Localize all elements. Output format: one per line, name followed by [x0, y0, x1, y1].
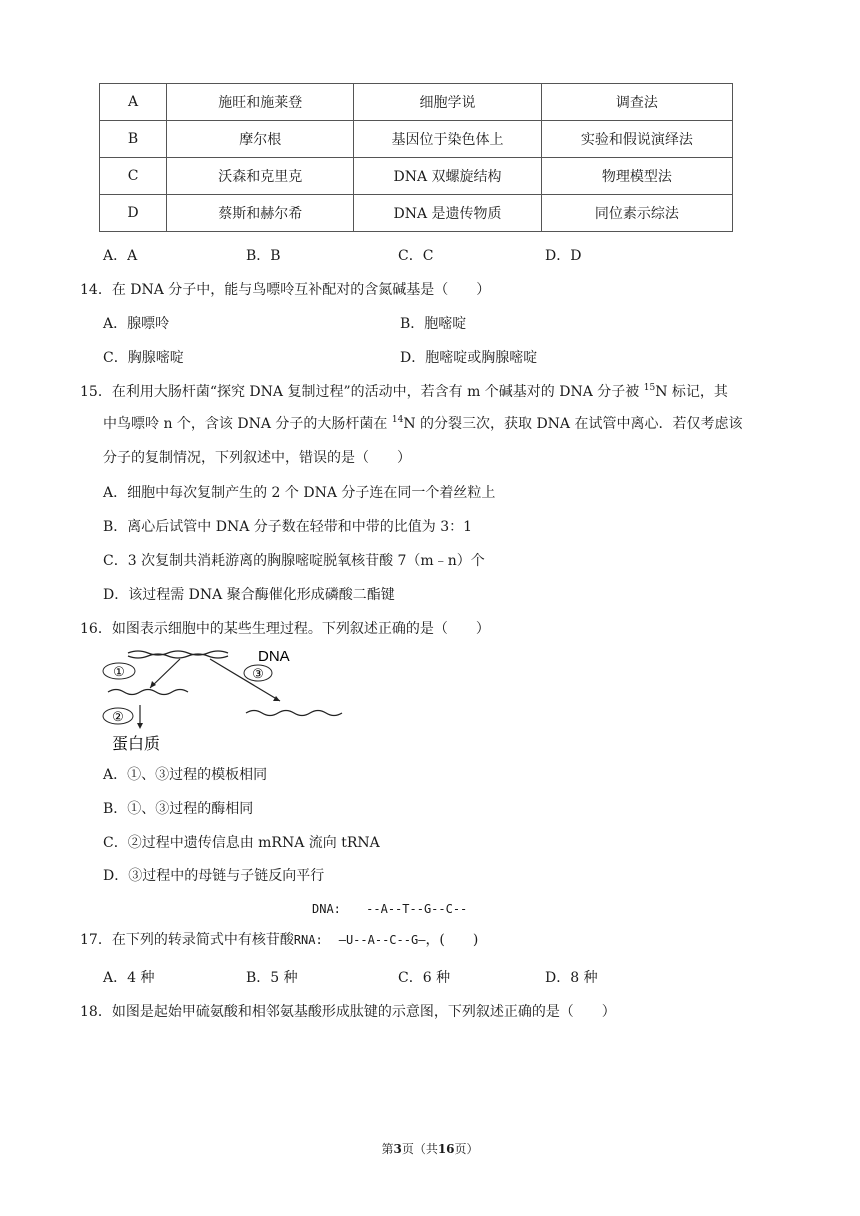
- step-3-label: ③: [252, 667, 264, 682]
- question-18-stem: 18．如图是起始甲硫氨酸和相邻氨基酸形成肽键的示意图，下列叙述正确的是（ ）: [80, 1004, 616, 1020]
- table-cell: 蔡斯和赫尔希: [167, 195, 354, 232]
- option-a: A．A: [103, 248, 138, 264]
- table-cell: B: [100, 121, 167, 158]
- figure-svg: [100, 645, 360, 755]
- superscript: 14: [391, 415, 404, 425]
- table-cell: 实验和假说演绎法: [541, 121, 732, 158]
- option-c: C．3 次复制共消耗游离的胸腺嘧啶脱氧核苷酸 7（m﹣n）个: [103, 553, 485, 569]
- footer-text: 页）: [454, 1142, 479, 1156]
- table-cell: 基因位于染色体上: [354, 121, 541, 158]
- page-footer: [0, 1140, 860, 1157]
- option-a: A．腺嘌呤: [103, 316, 170, 332]
- table-cell: 细胞学说: [354, 84, 541, 121]
- table-cell: DNA 双螺旋结构: [354, 158, 541, 195]
- total-pages: 16: [437, 1142, 455, 1156]
- stem-text: 17．在下列的转录简式中有核苷酸: [80, 932, 294, 948]
- question-15-line-3: 分子的复制情况，下列叙述中，错误的是（ ）: [103, 450, 411, 466]
- text: N 的分裂三次，获取 DNA 在试管中离心．若仅考虑该: [403, 416, 743, 432]
- text: 中鸟嘌呤 n 个，含该 DNA 分子的大肠杆菌在: [103, 416, 392, 432]
- table-cell: D: [100, 195, 167, 232]
- rna-strand: [108, 690, 188, 695]
- stem-end: ，( ): [425, 932, 479, 948]
- table-cell: A: [100, 84, 167, 121]
- rna-sequence: —U--A--C--G—: [338, 933, 426, 947]
- question-15-line-1: [80, 381, 728, 401]
- option-c: C．②过程中遗传信息由 mRNA 流向 tRNA: [103, 835, 380, 851]
- option-b: B．①、③过程的酶相同: [103, 801, 254, 817]
- dna-label: DNA:: [312, 902, 341, 916]
- table-cell: C: [100, 158, 167, 195]
- central-dogma-figure: [100, 645, 360, 755]
- table-cell: 物理模型法: [541, 158, 732, 195]
- option-a: A．①、③过程的模板相同: [103, 767, 268, 783]
- option-d: D．8 种: [545, 970, 598, 986]
- question-17-stem: [80, 929, 478, 949]
- answer-table: [99, 83, 733, 232]
- table-cell: 调查法: [541, 84, 732, 121]
- option-d: D．胞嘧啶或胸腺嘧啶: [400, 350, 538, 366]
- option-a: A．细胞中每次复制产生的 2 个 DNA 分子连在同一个着丝粒上: [103, 485, 496, 501]
- table-cell: 施旺和施莱登: [167, 84, 354, 121]
- protein-label: 蛋白质: [112, 734, 161, 753]
- table-cell: DNA 是遗传物质: [354, 195, 541, 232]
- rna-label: RNA:: [293, 933, 323, 947]
- step-2-label: ②: [112, 710, 124, 725]
- new-dna-strand: [246, 711, 342, 716]
- option-d: D．D: [545, 248, 582, 264]
- table-row: [100, 84, 733, 121]
- dna-label: DNA: [258, 648, 290, 665]
- arrow-3: [210, 659, 280, 701]
- table-cell: 摩尔根: [167, 121, 354, 158]
- dna-sequence: --A--T--G--C--: [366, 902, 468, 916]
- table-cell: 沃森和克里克: [167, 158, 354, 195]
- table-cell: 同位素示综法: [541, 195, 732, 232]
- text: 15．在利用大肠杆菌“探究 DNA 复制过程”的活动中，若含有 m 个碱基对的 DNA 分子被: [80, 384, 644, 400]
- option-d: D．该过程需 DNA 聚合酶催化形成磷酸二酯键: [103, 587, 395, 603]
- arrow-1-head: [150, 681, 156, 688]
- footer-text: 页（共: [401, 1142, 438, 1156]
- option-a: A．4 种: [103, 970, 155, 986]
- dna-strand-bottom: [128, 654, 228, 658]
- arrow-2-head: [137, 723, 143, 729]
- table-row: [100, 195, 733, 232]
- option-b: B．胞嘧啶: [400, 316, 467, 332]
- option-b: B．离心后试管中 DNA 分子数在轻带和中带的比值为 3：1: [103, 519, 473, 535]
- dna-strand-top: [128, 651, 228, 655]
- option-b: B．B: [246, 248, 281, 264]
- text: N 标记，其: [655, 384, 728, 400]
- option-d: D．③过程中的母链与子链反向平行: [103, 868, 325, 884]
- page-number: 3: [393, 1142, 402, 1156]
- option-c: C．C: [398, 248, 434, 264]
- question-16-stem: 16．如图表示细胞中的某些生理过程。下列叙述正确的是（ ）: [80, 621, 490, 637]
- step-1-label: ①: [113, 665, 125, 680]
- option-b: B．5 种: [246, 970, 298, 986]
- option-c: C．6 种: [398, 970, 451, 986]
- table-row: [100, 121, 733, 158]
- dna-sequence-line: [312, 902, 467, 916]
- question-15-line-2: [103, 413, 743, 433]
- option-c: C．胸腺嘧啶: [103, 350, 184, 366]
- question-14-stem: 14．在 DNA 分子中，能与鸟嘌呤互补配对的含氮碱基是（ ）: [80, 282, 491, 298]
- table-row: [100, 158, 733, 195]
- footer-text: 第: [381, 1142, 394, 1156]
- superscript: 15: [643, 383, 656, 393]
